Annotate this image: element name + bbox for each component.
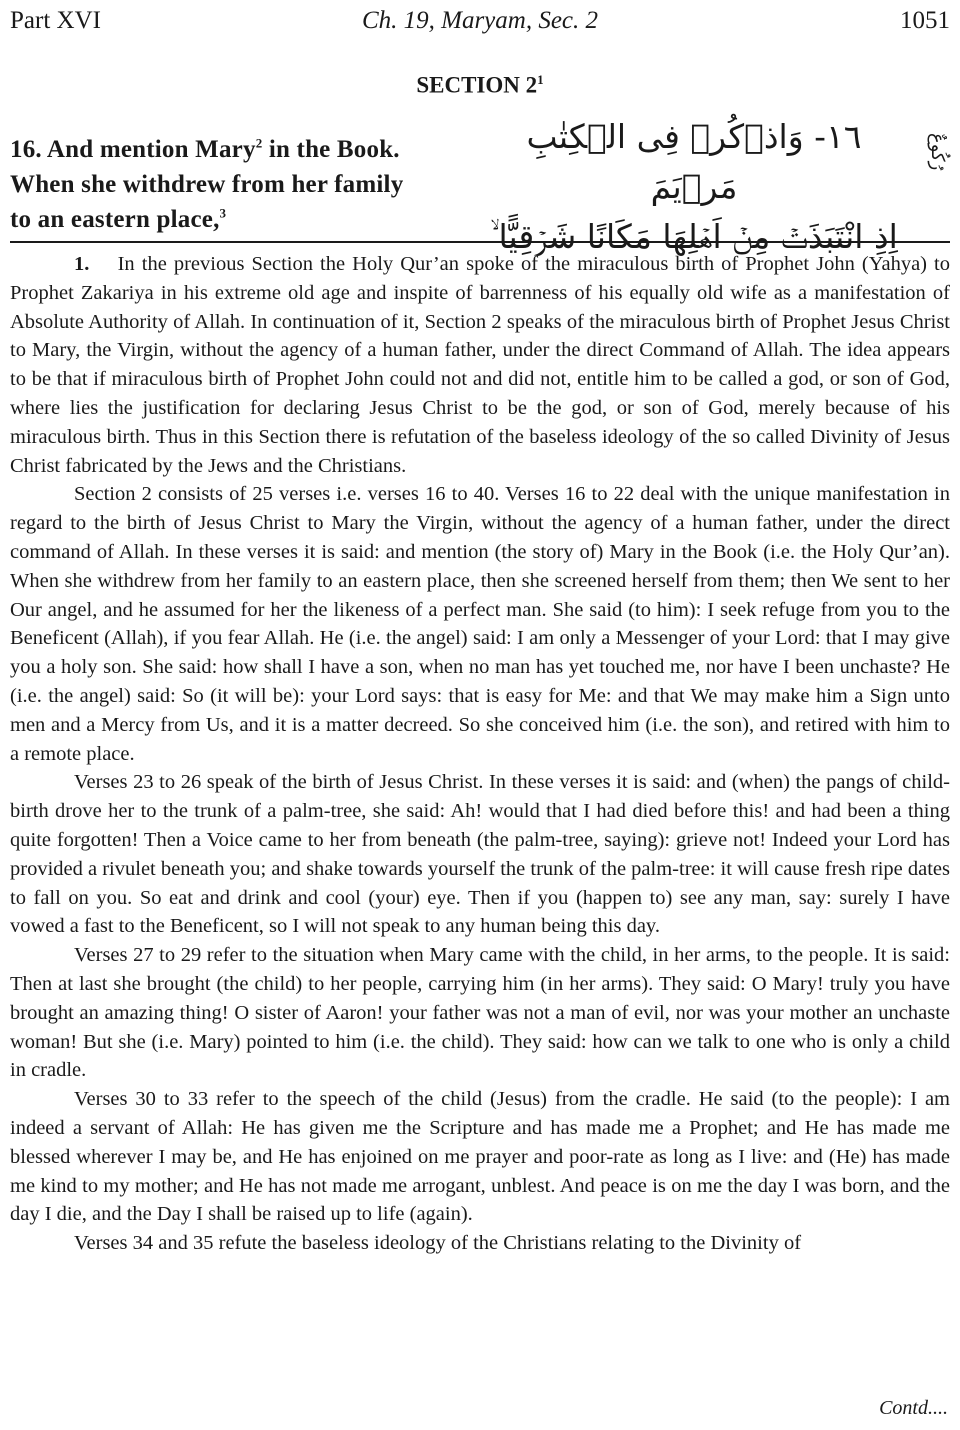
commentary-paragraph: Section 2 consists of 25 verses i.e. verses 16 to 40. Verses 16 to 22 deal with the unique manifestation in regard to the birth of Jesus Christ to Mary the Virgin, without the agency of a human father, under the direct command of Allah. In these verses it is said: and mention (the story of) Mary in the Book (i.e. the Holy Qur’an). When she withdrew from her family to an eastern place, then she screened herself from them; then We sent to her Our angel, and he assumed for her the likeness of a perfect man. She said (to him): I seek refuge from you to the Beneficent (Allah), if you fear Allah. He (i.e. the angel) said: I am only a Messenger of your Lord: that I may give you a holy son. She said: how shall I have a son, when no man has yet touched me, nor have I been unchaste? He (i.e. the angel) said: So (it will be): your Lord says: that is easy for Me: and that We may make him a Sign unto men and a Mercy from Us, and it is a matter decreed. So she conceived him (i.e. the son), and retired with him to a remote place.	[10, 483, 950, 765]
note-number: 1.	[74, 253, 90, 275]
footnote-marker-mary: 2	[255, 135, 263, 151]
commentary-paragraph: Verses 30 to 33 refer to the speech of the child (Jesus) from the cradle. He said (to the people): I am indeed a servant of Allah: He has given me the Scripture and has made me a Prophet; and He has made me blessed wherever I may be, and He has enjoined on me prayer and poor-rate as long as I live: and (He) has made me kind to my mother; and He has not made me arrogant, unblest. And peace is on me the day I was born, and the day I die, and the Day I shall be raised up to life (again).	[10, 1088, 950, 1226]
verse-text-part1: 16. And mention Mary	[10, 136, 256, 163]
verse-arabic	[484, 112, 904, 262]
page-number: 1051	[900, 7, 950, 34]
ruku-marker: رُكُوعٌ	[927, 133, 948, 171]
commentary-paragraph: Verses 27 to 29 refer to the situation when Mary came with the child, in her arms, to the people. It is said: Then at last she brought (the child) to her people, carrying him (in her arms). They said: O Mary! truly you have brought an amazing thing! O sister of Aaron! your father was not a man of evil, nor was your mother an unchaste woman! But she (i.e. Mary) pointed to him (i.e. the child). They said: how can we talk to one who is only a child in cradle.	[10, 944, 950, 1082]
commentary-paragraph: Verses 23 to 26 speak of the birth of Jesus Christ. In these verses it is said: and (when) the pangs of child-birth drove her to the trunk of a palm-tree, she said: Ah! would that I had died before this! and had been a thing quite forgotten! Then a Voice came to her from beneath (the palm-tree, saying): grieve not! Indeed your Lord has provided a rivulet beneath you; and shake towards yourself the trunk of the palm-tree: it will cause fresh ripe dates to fall on you. So eat and drink and cool (your) eye. Then if you (happen to) see any man, say: surely I have vowed a fast to the Beneficent, so I will not speak to any human being this day.	[10, 771, 950, 938]
section-footnote-marker: 1	[537, 72, 544, 87]
part-label: Part XVI	[10, 7, 101, 34]
paragraph-text: In the previous Section the Holy Qur’an spoke of the miraculous birth of Prophet John (Yahya) to Prophet Zakariya in his extreme old age and inspite of barrenness of his equally old wife as a manifestation of Absolute Authority of Allah. In continuation of it, Section 2 speaks of the miraculous birth of Prophet Jesus Christ to Mary, the Virgin, without the agency of a human father, under the direct Command of Allah. The idea appears to be that if miraculous birth of Prophet John could not and did not, entitle him to be called a god, or son of God, where lies the justification for declaring Jesus Christ to be the god, or son of God, merely because of his miraculous birth. Thus in this Section there is refutation of the baseless ideology of the so called Divinity of Jesus Christ fabricated by the Jews and the Christians.	[10, 253, 950, 477]
arabic-line-2: اِذِ انْتَبَذَتۡ مِنۡ اَهۡلِهَا مَكَانًا شَرۡقِيًّا ۙ	[490, 217, 898, 256]
section-title-text: SECTION 2	[416, 72, 538, 98]
chapter-title: Ch. 19, Maryam, Sec. 2	[361, 7, 599, 34]
divider-rule	[10, 241, 950, 243]
running-header	[10, 4, 950, 38]
commentary-paragraph	[10, 250, 950, 480]
verse-translation	[10, 132, 420, 237]
commentary	[10, 250, 950, 1258]
footnote-marker-place: 3	[219, 205, 227, 221]
section-title	[0, 66, 960, 100]
arabic-line-1: ١٦- وَاذۡكُرۡ فِى الۡكِتٰبِ مَرۡيَمَ	[526, 117, 862, 206]
verse-text-part2: in the Book. When she withdrew from her family to an eastern place,	[10, 136, 404, 233]
commentary-paragraph: Verses 34 and 35 refute the baseless ideology of the Christians relating to the Divinity of	[74, 1232, 802, 1255]
continued-label: Contd....	[879, 1397, 948, 1419]
